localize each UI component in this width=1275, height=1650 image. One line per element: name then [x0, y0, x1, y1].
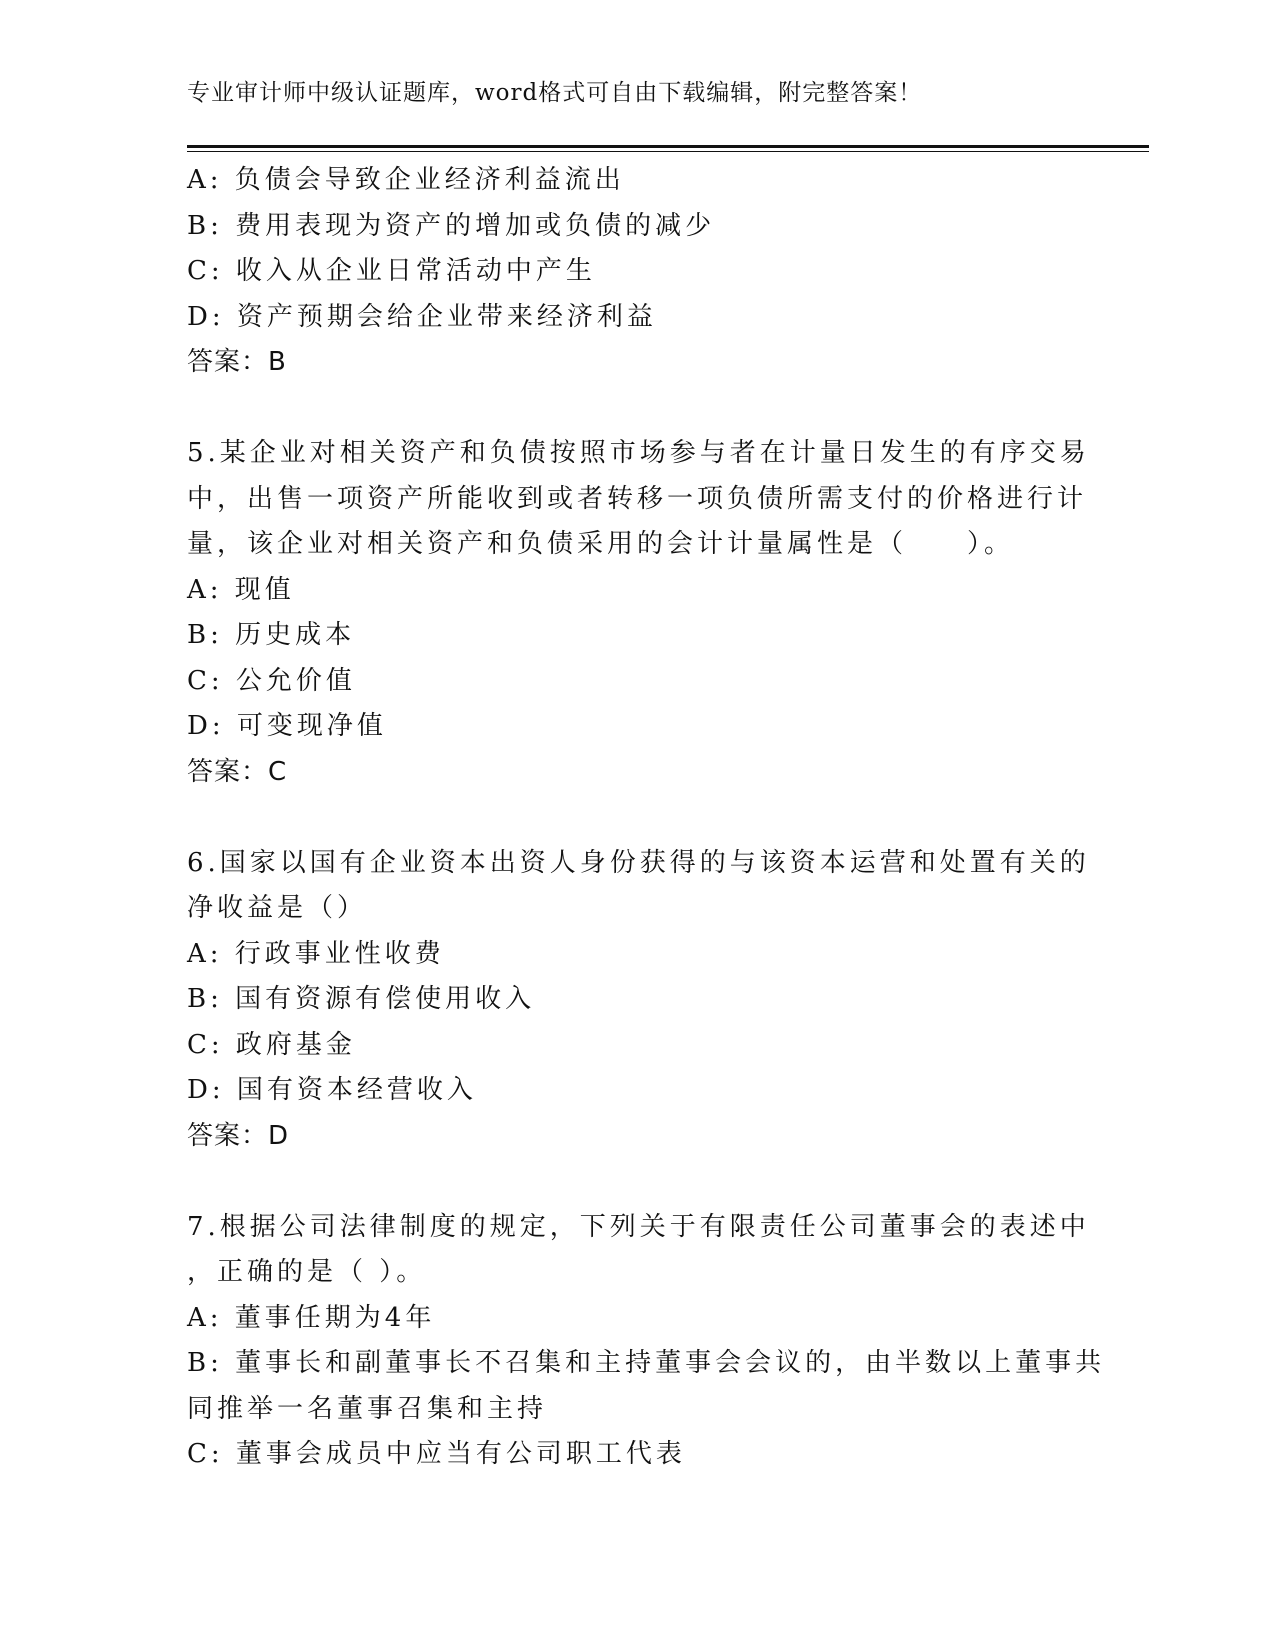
question-text-line: 净收益是（） [187, 893, 368, 923]
question-text-line: ，正确的是（ ）。 [187, 1257, 427, 1287]
answer-line: 答案：D [187, 1120, 290, 1151]
question-text-line: 量，该企业对相关资产和负债采用的会计计量属性是（ ）。 [187, 529, 1015, 559]
question-5 [187, 431, 1090, 795]
answer-line: 答案：B [187, 347, 287, 377]
option-a: A: 负债会导致企业经济利益流出 [187, 165, 625, 195]
option-d: D: 国有资本经营收入 [187, 1075, 477, 1105]
question-text-line: 7.根据公司法律制度的规定，下列关于有限责任公司董事会的表述中 [187, 1211, 1090, 1242]
question-7 [187, 1205, 1106, 1478]
option-a: A: 现值 [187, 574, 295, 605]
option-c: C: 政府基金 [187, 1029, 356, 1060]
spacer [187, 795, 1087, 841]
option-d: D: 可变现净值 [187, 711, 387, 741]
option-b: B: 国有资源有偿使用收入 [187, 984, 536, 1014]
option-c: C: 收入从企业日常活动中产生 [187, 256, 596, 286]
question-content [187, 158, 1106, 1478]
header-rule-thin [187, 151, 1149, 152]
option-c: C: 董事会成员中应当有公司职工代表 [187, 1439, 686, 1469]
option-a: A: 董事任期为4年 [187, 1302, 436, 1333]
answer-line: 答案：C [187, 756, 288, 787]
option-b-continued: 同推举一名董事召集和主持 [187, 1393, 548, 1424]
option-b: B: 费用表现为资产的增加或负债的减少 [187, 210, 716, 241]
option-c: C: 公允价值 [187, 665, 356, 696]
spacer [187, 386, 1087, 432]
question-text-line: 6.国家以国有企业资本出资人身份获得的与该资本运营和处置有关的 [187, 847, 1090, 878]
option-a: A: 行政事业性收费 [187, 938, 445, 969]
option-b: B: 历史成本 [187, 620, 356, 650]
question-text-line: 5.某企业对相关资产和负债按照市场参与者在计量日发生的有序交易 [187, 438, 1090, 468]
option-b: B: 董事长和副董事长不召集和主持董事会会议的，由半数以上董事共 [187, 1348, 1106, 1378]
question-text-line: 中，出售一项资产所能收到或者转移一项负债所需支付的价格进行计 [187, 483, 1088, 514]
option-d: D: 资产预期会给企业带来经济利益 [187, 301, 657, 332]
header-rule-thick [187, 145, 1149, 148]
page-header: 专业审计师中级认证题库，word格式可自由下载编辑，附完整答案！ [187, 80, 923, 106]
question-6 [187, 841, 1090, 1160]
spacer [187, 1159, 1087, 1205]
prev-question [187, 158, 1087, 386]
